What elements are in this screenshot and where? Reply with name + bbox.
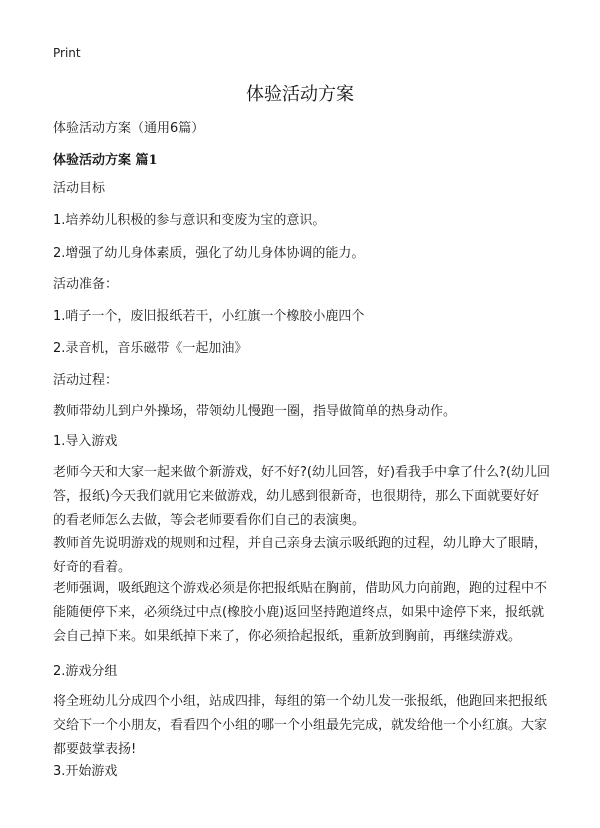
goal-heading: 活动目标: [53, 181, 106, 196]
step-1-paragraph-2: 教师首先说明游戏的规则和过程，并自己亲身去演示吸纸跑的过程，幼儿睁大了眼睛，好奇的看着。: [53, 536, 548, 575]
step-2-paragraph-1: 将全班幼儿分成四个小组，站成四排，每组的第一个幼儿发一张报纸，他跑回来把报纸交给下一个小朋友，看看四个小组的哪一个小组最先完成，就发给他一个小红旗。大家都要鼓掌表扬!: [53, 694, 548, 757]
process-intro: 教师带幼儿到户外操场，带领幼儿慢跑一圈，指导做简单的热身动作。: [53, 404, 457, 419]
step-2-heading: 2.游戏分组: [53, 664, 118, 679]
goal-item-1: 1.培养幼儿积极的参与意识和变废为宝的意识。: [53, 213, 326, 228]
process-heading: 活动过程：: [53, 373, 119, 388]
step-1-paragraph-1: 老师今天和大家一起来做个新游戏，好不好?(幼儿回答，好)看我手中拿了什么?(幼儿回答，报纸)今天我们就用它来做游戏，幼儿感到很新奇，也很期待，那么下面就要好好的看老师怎么去做，等会老师要看你们自己的表演奥。: [53, 465, 551, 528]
prep-item-2: 2.录音机，音乐磁带《一起加油》: [53, 341, 248, 356]
prep-item-1: 1.哨子一个，废旧报纸若干，小红旗一个橡胶小鹿四个: [53, 309, 365, 324]
step-1-heading: 1.导入游戏: [53, 434, 118, 449]
document-title: 体验活动方案: [246, 84, 354, 105]
goal-item-2: 2.增强了幼儿身体素质，强化了幼儿身体协调的能力。: [53, 246, 365, 261]
step-3-heading: 3.开始游戏: [53, 764, 118, 779]
step-1-paragraph-3: 老师强调，吸纸跑这个游戏必须是你把报纸贴在胸前，借助风力向前跑，跑的过程中不能随便停下来，必须绕过中点(橡胶小鹿)返回坚持跑道终点，如果中途停下来，报纸就会自己掉下来。如果纸掉下来了，你必须拾起报纸，重新放到胸前，再继续游戏。: [53, 581, 548, 644]
document-subtitle: 体验活动方案（通用6篇）: [53, 121, 205, 136]
prep-heading: 活动准备：: [53, 277, 119, 292]
section-heading: 体验活动方案 篇1: [53, 153, 158, 168]
print-link[interactable]: Print: [53, 46, 81, 60]
